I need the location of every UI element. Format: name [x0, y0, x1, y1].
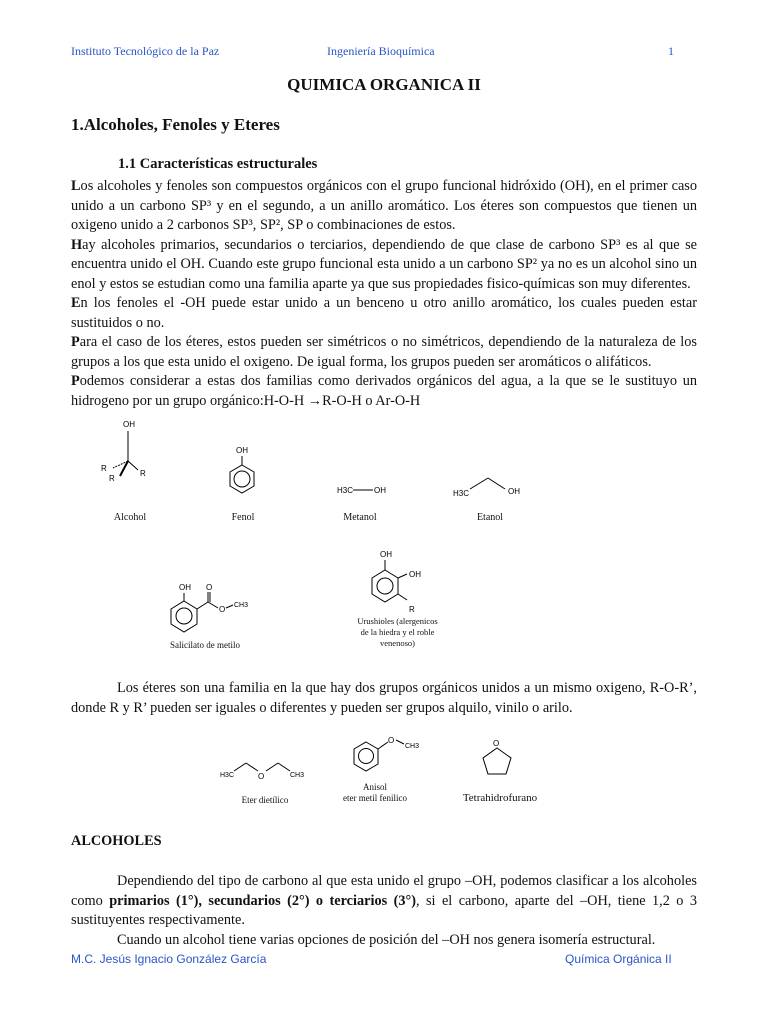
svg-text:H3C: H3C [337, 486, 354, 495]
thf-label: Tetrahidrofurano [462, 792, 538, 804]
paragraph-3: En los fenoles el -OH puede estar unido a un benceno u otro anillo aromático, los cuales pueden estar sustituidos o no. [71, 295, 697, 331]
svg-text:O: O [206, 583, 213, 592]
eter-dietilico-structure [220, 755, 310, 783]
subsection-heading: 1.1 Características estructurales [118, 156, 318, 172]
svg-text:OH: OH [380, 550, 392, 559]
header-page-number: 1 [668, 44, 674, 58]
metanol-structure [337, 480, 397, 500]
urushiol-label: Urushioles (alergenicos de la hiedra y el roble venenoso) [357, 616, 438, 648]
svg-text:O: O [219, 605, 226, 614]
alcohol-structure [95, 418, 165, 503]
header-program: Ingeniería Bioquímica [327, 44, 435, 58]
svg-text:H3C: H3C [220, 772, 235, 779]
svg-text:OH: OH [123, 420, 135, 429]
thf-structure [478, 738, 518, 778]
svg-text:R: R [101, 464, 107, 473]
svg-text:CH3: CH3 [405, 743, 420, 750]
svg-text:CH3: CH3 [290, 772, 305, 779]
svg-text:OH: OH [409, 570, 421, 579]
anisol-label-description: eter metil fenilico [343, 793, 407, 803]
alcoholes-paragraph-2: Cuando un alcohol tiene varias opciones de posición del –OH nos genera isomería estructural. [117, 931, 656, 948]
paragraph-2: Hay alcoholes primarios, secundarios o terciarios, dependiendo de que clase de carbono SP³ es al que se encuentra unido el OH. Cuando este grupo funcional esta unido a un carbono SP² ya no es un alcohol sino un enol y estos se estudian como una familia aparte ya que sus propiedades fisico-químicas son muy diferentes. [71, 236, 697, 292]
ether-paragraph: Los éteres son una familia en la que hay dos grupos orgánicos unidos a un mismo oxigeno, R-O-R’, donde R y R’ pueden ser iguales o diferentes y pueden ser grupos alquilo, vinilo o arilo. [71, 680, 697, 716]
anisol-label-name: Anisol [362, 782, 387, 792]
svg-text:O: O [493, 739, 500, 748]
svg-text:O: O [258, 772, 265, 781]
footer-author: M.C. Jesús Ignacio González García [71, 952, 267, 966]
svg-text:R: R [109, 474, 115, 483]
metanol-label: Metanol [343, 512, 377, 523]
svg-text:CH3: CH3 [234, 602, 249, 609]
fenol-label: Fenol [231, 512, 255, 523]
svg-text:OH: OH [236, 446, 248, 455]
intro-paragraphs [71, 177, 697, 411]
anisol-label [335, 782, 415, 804]
urushiol-structure [365, 548, 435, 616]
alcohol-label: Alcohol [113, 512, 147, 523]
salicilato-label: Salicilato de metilo [170, 640, 240, 650]
header-institute: Instituto Tecnológico de la Paz [71, 44, 220, 58]
svg-text:H3C: H3C [453, 489, 470, 498]
document-title: QUIMICA ORGANICA II [287, 75, 481, 94]
svg-text:OH: OH [374, 486, 386, 495]
svg-text:OH: OH [179, 583, 191, 592]
fenol-structure [220, 445, 270, 505]
paragraph-5: Podemos considerar a estas dos familias como derivados orgánicos del agua, a la que se le sustituyo un hidrogeno por un grupo orgánico:H-O-H →R-O-H o Ar-O-H [71, 373, 697, 409]
paragraph-1: Los alcoholes y fenoles son compuestos orgánicos con el grupo funcional hidróxido (OH), en el primer caso unido a un carbono SP³ y en el segundo, a un anillo aromático. Los éteres son compuestos que tienen un oxigeno unido a 2 carbonos SP³, SP², SP o combinaciones de estos. [71, 178, 697, 233]
svg-text:O: O [388, 736, 395, 745]
salicilato-structure [158, 580, 258, 640]
svg-text:OH: OH [508, 487, 520, 496]
etanol-structure [453, 474, 533, 502]
svg-text:R: R [140, 469, 146, 478]
alcoholes-paragraph-1: Dependiendo del tipo de carbono al que esta unido el grupo –OH, podemos clasificar a los alcoholes como primarios (1°), secundarios (2°) o terciarios (3°), si el carbono, aparte del –OH, tiene 1,2 o 3 sustituyentes respectivamente. [71, 873, 698, 928]
section-heading: 1.Alcoholes, Fenoles y Eteres [71, 115, 280, 134]
footer-course: Química Orgánica II [565, 952, 672, 966]
alcoholes-section [71, 872, 697, 950]
paragraph-4: Para el caso de los éteres, estos pueden ser simétricos o no simétricos, dependiendo de la naturaleza de los grupos a los que esta unido el oxigeno. De igual forma, los grupos pueden ser aromáticos o alifáticos. [71, 334, 697, 370]
svg-text:R: R [409, 605, 415, 614]
eter-dietilico-label: Eter dietílico [241, 795, 289, 805]
alcoholes-heading: ALCOHOLES [71, 833, 162, 849]
anisol-structure [348, 734, 428, 784]
etanol-label: Etanol [476, 512, 504, 523]
